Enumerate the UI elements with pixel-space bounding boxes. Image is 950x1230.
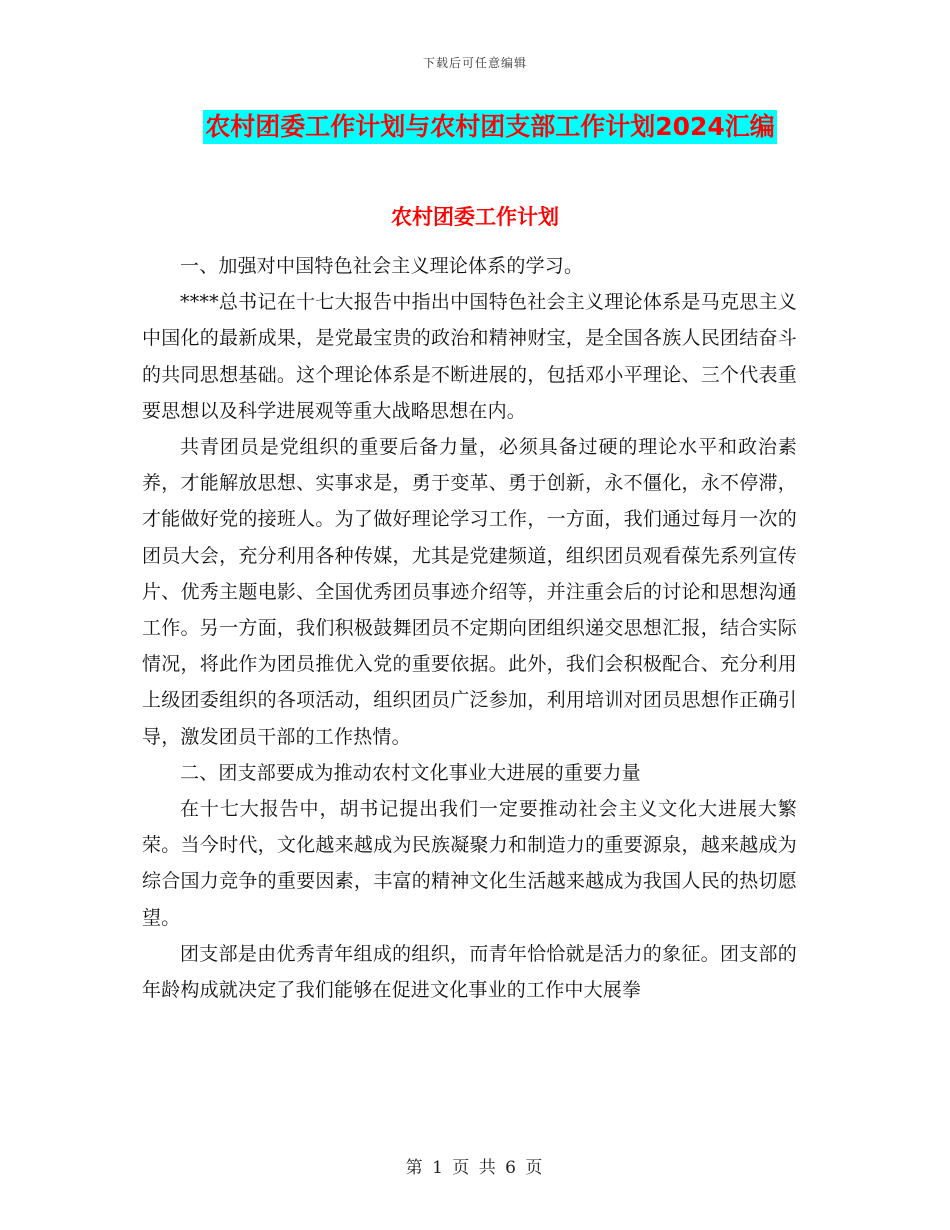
document-body	[142, 248, 797, 1008]
page-header-note: 下载后可任意编辑	[422, 56, 527, 70]
paragraph-1: 一、加强对中国特色社会主义理论体系的学习。	[180, 255, 584, 277]
paragraph-3: 共青团员是党组织的重要后备力量，必须具备过硬的理论水平和政治素养，才能解放思想、实事求是，勇于变革、勇于创新，永不僵化，永不停滞，才能做好党的接班人。为了做好理论学习工作，一方面，我们通过每月一次的团员大会，充分利用各种传媒，尤其是党建频道，组织团员观看葆先系列宣传片、优秀主题电影、全国优秀团员事迹介绍等，并注重会后的讨论和思想沟通工作。另一方面，我们积极鼓舞团员不定期向团组织递交思想汇报，结合实际情况，将此作为团员推优入党的重要依据。此外，我们会积极配合、充分利用上级团委组织的各项活动，组织团员广泛参加，利用培训对团员思想作正确引导，激发团员干部的工作热情。	[142, 436, 797, 748]
section-title: 农村团委工作计划	[391, 205, 559, 229]
paragraph-6: 团支部是由优秀青年组成的组织，而青年恰恰就是活力的象征。团支部的年龄构成就决定了我们能够在促进文化事业的工作中大展拳	[142, 942, 797, 1002]
document-title: 农村团委工作计划与农村团支部工作计划2024汇编	[203, 110, 777, 144]
page-footer: 第 1 页 共 6 页	[405, 1158, 545, 1178]
paragraph-2: ****总书记在十七大报告中指出中国特色社会主义理论体系是马克思主义中国化的最新成果，是党最宝贵的政治和精神财宝，是全国各族人民团结奋斗的共同思想基础。这个理论体系是不断进展的，包括邓小平理论、三个代表重要思想以及科学进展观等重大战略思想在内。	[142, 291, 797, 422]
document-title-container	[0, 110, 950, 144]
paragraph-4: 二、团支部要成为推动农村文化事业大进展的重要力量	[180, 761, 641, 784]
paragraph-5: 在十七大报告中，胡书记提出我们一定要推动社会主义文化大进展大繁荣。当今时代，文化越来越成为民族凝聚力和制造力的重要源泉，越来越成为综合国力竞争的重要因素，丰富的精神文化生活越来越成为我国人民的热切愿望。	[142, 798, 797, 929]
